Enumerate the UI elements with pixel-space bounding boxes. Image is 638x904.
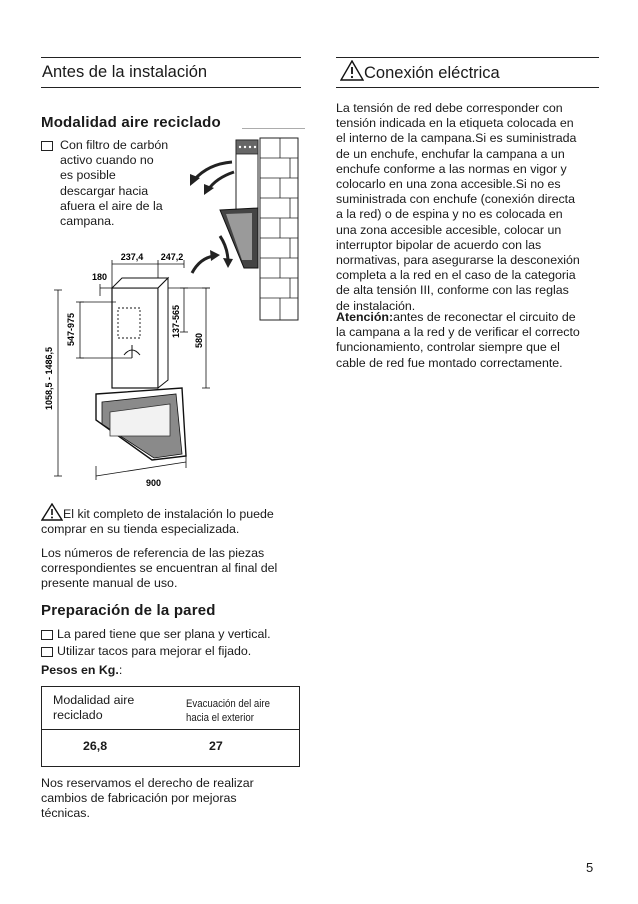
table-value-extraction: 27 [209,739,223,753]
option-line: Con filtro de carbón [60,138,169,152]
left-header-top-rule [41,57,301,58]
weights-label [41,663,122,678]
dim-height-580: 580 [194,332,204,348]
table-divider [42,729,299,730]
parts-reference-paragraph [41,546,277,592]
option-line: es posible [60,168,116,183]
dim-height-137-565: 137-565 [171,304,181,338]
right-header [340,60,500,83]
page-number: 5 [586,860,594,875]
left-header-bottom-rule [41,87,301,88]
refs-line: Los números de referencia de las piezas [41,546,265,560]
dim-width-900: 900 [146,478,162,488]
weights-colon: : [118,663,123,677]
attention-label: Atención: [336,310,394,324]
dim-height-547-975: 547-975 [66,312,76,346]
table-col2-header: Evacuación del aire hacia el exterior [186,698,270,724]
weights-label-text: Pesos en Kg. [41,663,119,677]
dim-width-chimney: 237,4 [120,252,144,262]
checkbox-icon [41,647,53,657]
warning-icon [41,503,63,521]
footer-note: Nos reservamos el derecho de realizar cambios de fabricación por mejoras técnicas. [41,776,254,821]
attention-paragraph: Atención:antes de reconectar el circuito de la campana a la red y de verificar el correcto funcionamiento, controlar siempre que el cable de red fue montado correctamente. [336,310,580,370]
table-value-recirculation: 26,8 [83,739,108,753]
checkbox-icon [41,141,53,151]
kit-second-line: comprar en su tienda especializada. [41,522,240,537]
left-header-title: Antes de la instalación [42,63,208,81]
refs-line: correspondientes se encuentran al final del [41,561,278,576]
right-header-title: Conexión eléctrica [364,64,500,82]
warning-icon [340,60,364,81]
recirculation-option [41,138,181,229]
wall-list [41,627,311,659]
right-header-top-rule [336,57,599,58]
kit-text: El kit completo de instalación lo puede [63,507,274,521]
kit-first-line [41,503,311,522]
wall-item: La pared tiene que ser plana y vertical. [41,627,311,642]
hood-dimension-diagram [36,240,236,490]
kit-note [41,503,311,537]
table-col1-header: Modalidad aire reciclado [53,693,135,723]
section-title-wall: Preparación de la pared [41,602,216,619]
dim-height-total: 1058,5 - 1486,5 [44,346,54,410]
section-title-recirculation: Modalidad aire reciclado [41,114,221,131]
option-line: activo cuando no [60,153,154,168]
weights-table [41,686,300,767]
wall-item: Utilizar tacos para mejorar el fijado. [41,644,311,659]
dim-180: 180 [92,272,108,282]
checkbox-icon [41,630,53,640]
option-line: descargar hacia [60,183,149,198]
dim-width-outer: 247,2 [160,252,184,262]
electrical-paragraph: La tensión de red debe corresponder con tensión indicada en la etiqueta colocada en el interno de la campana.Si es suministrada de un enchufe, enchufar la campana a un enchufe conforme a las normas en vigor y colocarlo en una zona accesible.Si no es suministrada con enchufe (conexión directa a la red) o de espina y no es colocada en una zona accesible accesible, colocar un interruptor bipolar de acuerdo con las normativas, para asegurarse la desconexión completa a la red en el caso de la categoria de alta tensión III, conforme con las reglas de instalación. [336,101,580,313]
refs-line: presente manual de uso. [41,576,178,591]
option-line: afuera el aire de la [60,198,163,213]
option-line: campana. [60,214,115,229]
right-header-bottom-rule [336,87,599,88]
